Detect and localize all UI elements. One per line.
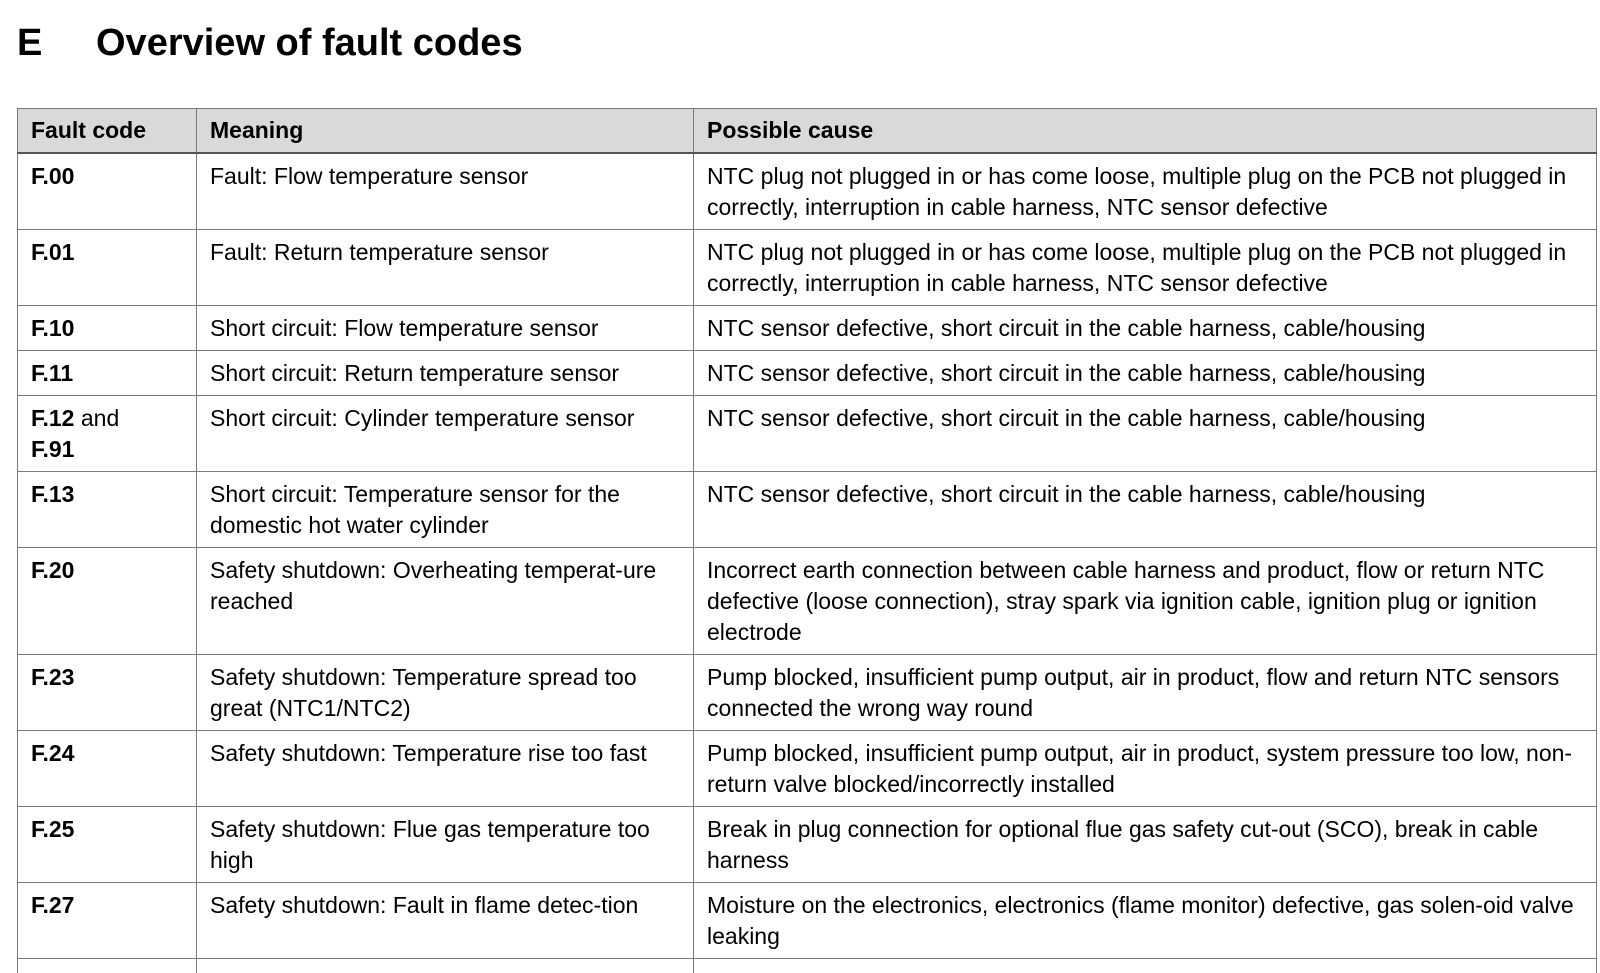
meaning-cell: Fault: Flow temperature sensor [197,153,694,230]
cause-cell: NTC sensor defective, short circuit in the cable harness, cable/housing [694,351,1597,396]
meaning-cell: Short circuit: Return temperature sensor [197,351,694,396]
cause-cell: NTC sensor defective, short circuit in the cable harness, cable/housing [694,472,1597,548]
meaning-cell: Safety shutdown: Temperature spread too great (NTC1/NTC2) [197,655,694,731]
meaning-cell: Short circuit: Temperature sensor for the domestic hot water cylinder [197,472,694,548]
section-letter: E [17,22,96,65]
meaning-cell: Short circuit: Cylinder temperature sensor [197,396,694,472]
meaning-cell: Safety shutdown: Overheating temperat-ure reached [197,548,694,655]
section-title: Overview of fault codes [96,22,523,64]
cause-cell: Pump blocked, insufficient pump output, air in product, flow and return NTC sensors connected the wrong way round [694,655,1597,731]
fault-code-cell [18,396,197,472]
cause-cell: Moisture on the electronics, electronics (flame monitor) defective, gas solen-oid valve leaking [694,883,1597,959]
table-row [18,883,1597,959]
cause-cell: NTC plug not plugged in or has come loose, multiple plug on the PCB not plugged in correctly, interruption in cable harness, NTC sensor defective [694,230,1597,306]
fault-code-table-container [17,108,1596,973]
table-row [18,472,1597,548]
table-row [18,548,1597,655]
fault-code-joiner: and [74,405,119,431]
fault-code-cell: F.11 [18,351,197,396]
cause-cell: NTC sensor defective, short circuit in the cable harness, cable/housing [694,306,1597,351]
meaning-cell: Short circuit: Flow temperature sensor [197,306,694,351]
header-meaning: Meaning [197,109,694,154]
meaning-cell: Safety shutdown: Fault in flame detec-tion [197,883,694,959]
meaning-cell: Fault: Return temperature sensor [197,230,694,306]
table-row [18,351,1597,396]
table-row [18,230,1597,306]
table-row [18,306,1597,351]
table-row [18,655,1597,731]
meaning-cell: Safety shutdown: Flue gas temperature too high [197,807,694,883]
table-row [18,731,1597,807]
continued-cell [694,959,1597,973]
table-row [18,396,1597,472]
fault-code-cell: F.01 [18,230,197,306]
table-body [18,153,1597,973]
table-row [18,807,1597,883]
cause-cell: Break in plug connection for optional flue gas safety cut-out (SCO), break in cable harness [694,807,1597,883]
cause-cell: Pump blocked, insufficient pump output, air in product, system pressure too low, non-return valve blocked/incorrectly installed [694,731,1597,807]
fault-code-cell: F.25 [18,807,197,883]
header-row [18,109,1597,154]
table-row [18,153,1597,230]
header-fault-code: Fault code [18,109,197,154]
fault-code-cell: F.23 [18,655,197,731]
fault-code-cell: F.10 [18,306,197,351]
fault-code-cell: F.13 [18,472,197,548]
cause-cell: NTC plug not plugged in or has come loose, multiple plug on the PCB not plugged in correctly, interruption in cable harness, NTC sensor defective [694,153,1597,230]
fault-code-table [17,108,1597,973]
meaning-cell: Safety shutdown: Temperature rise too fast [197,731,694,807]
continued-cell [18,959,197,973]
header-possible-cause: Possible cause [694,109,1597,154]
cause-cell: NTC sensor defective, short circuit in the cable harness, cable/housing [694,396,1597,472]
fault-code-cell: F.27 [18,883,197,959]
fault-code-cell: F.24 [18,731,197,807]
fault-code-cell: F.00 [18,153,197,230]
fault-code-cell: F.20 [18,548,197,655]
cause-cell: Incorrect earth connection between cable harness and product, flow or return NTC defective (loose connection), stray spark via ignition cable, ignition plug or ignition electrode [694,548,1597,655]
continued-cell [197,959,694,973]
table-header [18,109,1597,154]
fault-code-secondary: F.91 [31,436,74,462]
fault-code-primary: F.12 [31,405,74,431]
table-row-continued [18,959,1597,973]
section-heading [17,22,523,65]
